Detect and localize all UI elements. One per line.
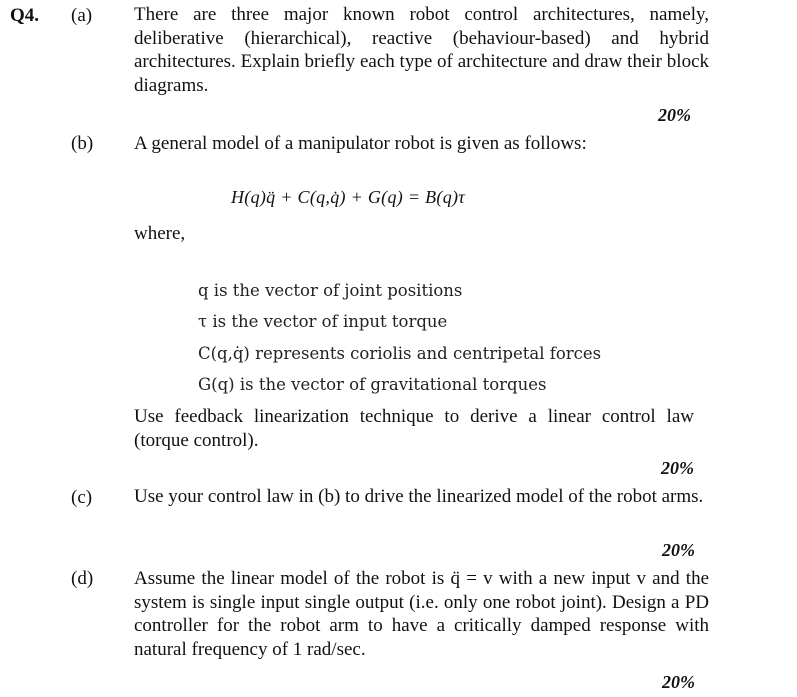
definition-tau: τ is the vector of input torque	[198, 312, 448, 331]
part-b-intro: A general model of a manipulator robot is given as follows:	[134, 133, 587, 154]
question-number: Q4.	[10, 5, 40, 26]
definition-q: q is the vector of joint positions	[198, 281, 463, 300]
where-label: where,	[134, 223, 186, 244]
part-a-text: There are three major known robot control architectures, namely, deliberative (hierarchical), reactive (behaviour-based) and hybrid architectures. Explain briefly each type of architecture and draw their block diagrams.	[134, 4, 709, 96]
part-a-label: (a)	[71, 5, 93, 26]
part-c-text: Use your control law in (b) to drive the linearized model of the robot arms.	[134, 486, 704, 507]
part-d-text: Assume the linear model of the robot is q̈ = v with a new input v and the system is single input single output (i.e. only one robot joint). Design a PD controller for the robot arm to have a critically damped response with natural frequency of 1 rad/sec.	[134, 568, 709, 660]
definition-gravity: G(q) is the vector of gravitational torques	[198, 375, 547, 394]
part-d-label: (d)	[71, 568, 94, 589]
part-b-label: (b)	[71, 133, 94, 154]
dynamics-equation: H(q)q̈ + C(q,q̇) + G(q) = B(q)τ	[231, 187, 466, 207]
part-a-marks: 20%	[658, 105, 691, 125]
part-c-label: (c)	[71, 487, 93, 508]
definition-coriolis: C(q,q̇) represents coriolis and centripetal forces	[198, 344, 602, 363]
part-d-marks: 20%	[662, 672, 695, 692]
part-b-task: Use feedback linearization technique to derive a linear control law (torque control).	[134, 406, 694, 451]
part-b-marks: 20%	[661, 458, 694, 478]
part-c-marks: 20%	[662, 540, 695, 560]
